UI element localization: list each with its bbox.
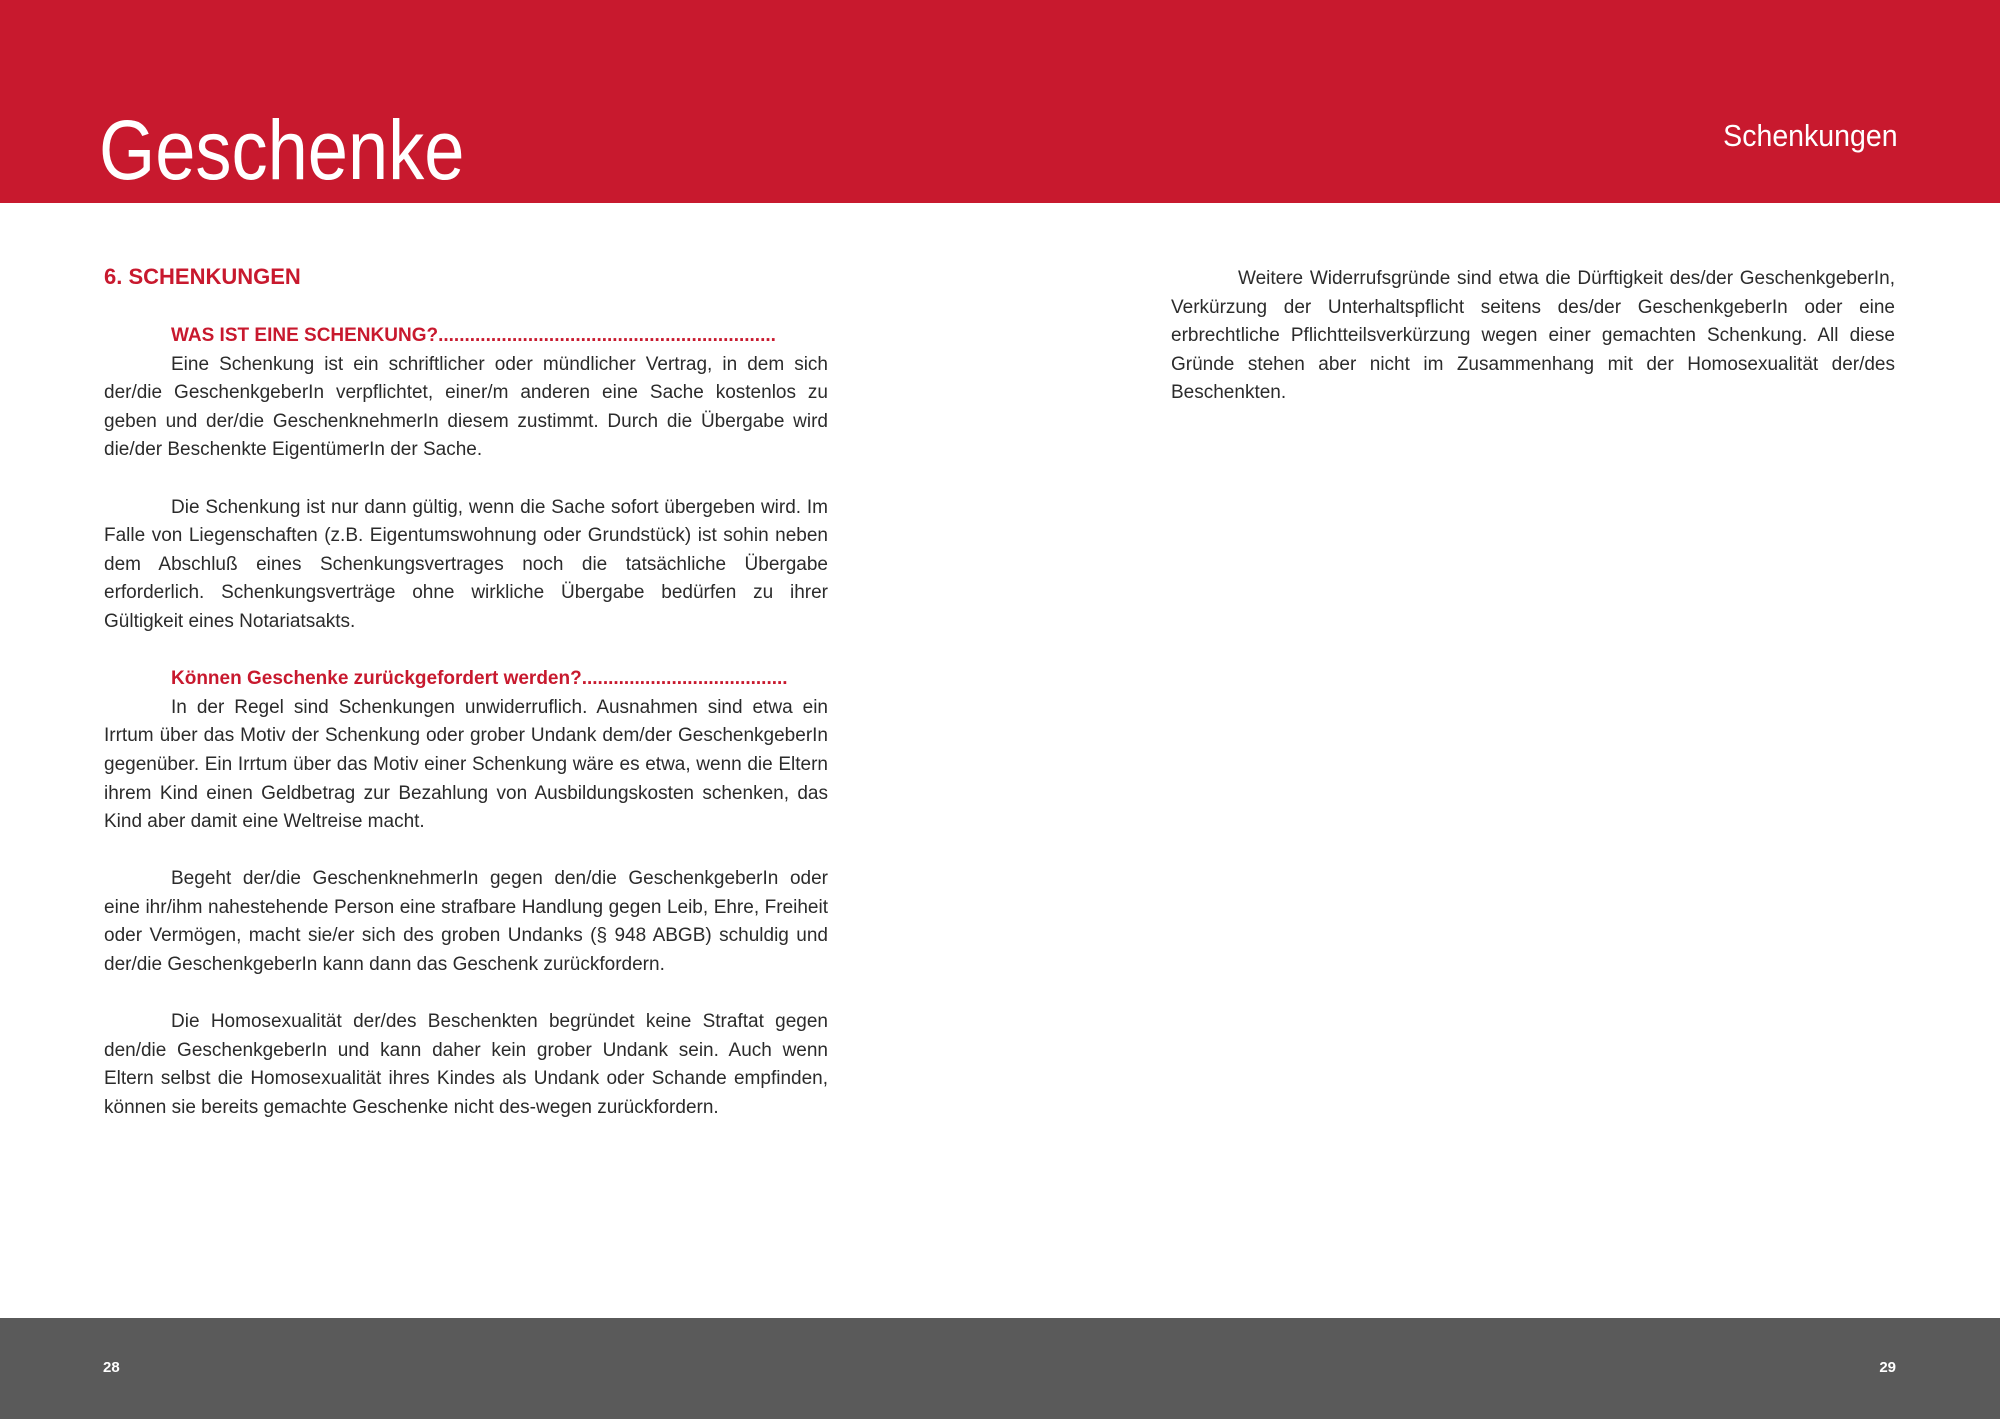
paragraph: Die Schenkung ist nur dann gültig, wenn die Sache sofort übergeben wird. Im Falle von Liegenschaften (z.B. Eigentumswohnung oder Grundstück) ist sohin neben dem Abschluß eines Schenkungsvertrages noch die tatsächliche Übergabe erforderlich. Schenkungsverträge ohne wirkliche Übergabe bedürfen zu ihrer Gültigkeit eines Notariatsakts. xyxy=(104,496,828,632)
right-column xyxy=(1171,265,1895,437)
section-label: Schenkungen xyxy=(1723,118,1898,153)
paragraph: Weitere Widerrufsgründe sind etwa die Dürftigkeit des/der GeschenkgeberIn, Verkürzung der Unterhaltspflicht seitens des/der GeschenkgeberIn oder eine erbrechtliche Pflichtteilsverkürzung wegen einer gemachten Schenkung. All diese Gründe stehen aber nicht im Zusammenhang mit der Homosexualität der/des Beschenkten. xyxy=(1171,268,1895,404)
left-column xyxy=(104,262,828,1151)
paragraph: Die Homosexualität der/des Beschenkten begründet keine Straftat gegen den/die GeschenkgeberIn und kann daher kein grober Undank sein. Auch wenn Eltern selbst die Homosexualität ihres Kindes als Undank oder Schande empfinden, können sie bereits gemachte Geschenke nicht des-wegen zurückfordern. xyxy=(104,1011,828,1119)
chapter-heading: 6. SCHENKUNGEN xyxy=(104,264,301,289)
footer-bar xyxy=(0,1318,2000,1419)
paragraph: In der Regel sind Schenkungen unwiderruflich. Ausnahmen sind etwa ein Irrtum über das Motiv der Schenkung oder grober Undank dem/der GeschenkgeberIn gegenüber. Ein Irrtum über das Motiv einer Schenkung wäre es etwa, wenn die Eltern ihrem Kind einen Geldbetrag zur Bezahlung von Ausbildungskosten schenken, das Kind aber damit eine Weltreise macht. xyxy=(104,696,828,833)
paragraph: Begeht der/die GeschenknehmerIn gegen den/die GeschenkgeberIn oder eine ihr/ihm nahestehende Person eine strafbare Handlung gegen Leib, Ehre, Freiheit oder Vermögen, macht sie/er sich des groben Undanks (§ 948 ABGB) schuldig und der/die GeschenkgeberIn kann dann das Geschenk zurückfordern. xyxy=(104,868,828,976)
page-title: Geschenke xyxy=(99,103,465,197)
header-banner xyxy=(0,0,2000,203)
subheading-reclaim-gifts: Können Geschenke zurückgefordert werden?....................................... xyxy=(171,668,788,690)
subheading-what-is-gift: WAS IST EINE SCHENKUNG?................................................................ xyxy=(171,325,776,346)
paragraph: Eine Schenkung ist ein schriftlicher oder mündlicher Vertrag, in dem sich der/die GeschenkgeberIn verpflichtet, einer/m anderen eine Sache kostenlos zu geben und der/die GeschenknehmerIn diesem zustimmt. Durch die Übergabe wird die/der Beschenkte EigentümerIn der Sache. xyxy=(104,353,828,461)
page-number-left: 28 xyxy=(103,1359,120,1376)
page-number-right: 29 xyxy=(1879,1359,1896,1376)
